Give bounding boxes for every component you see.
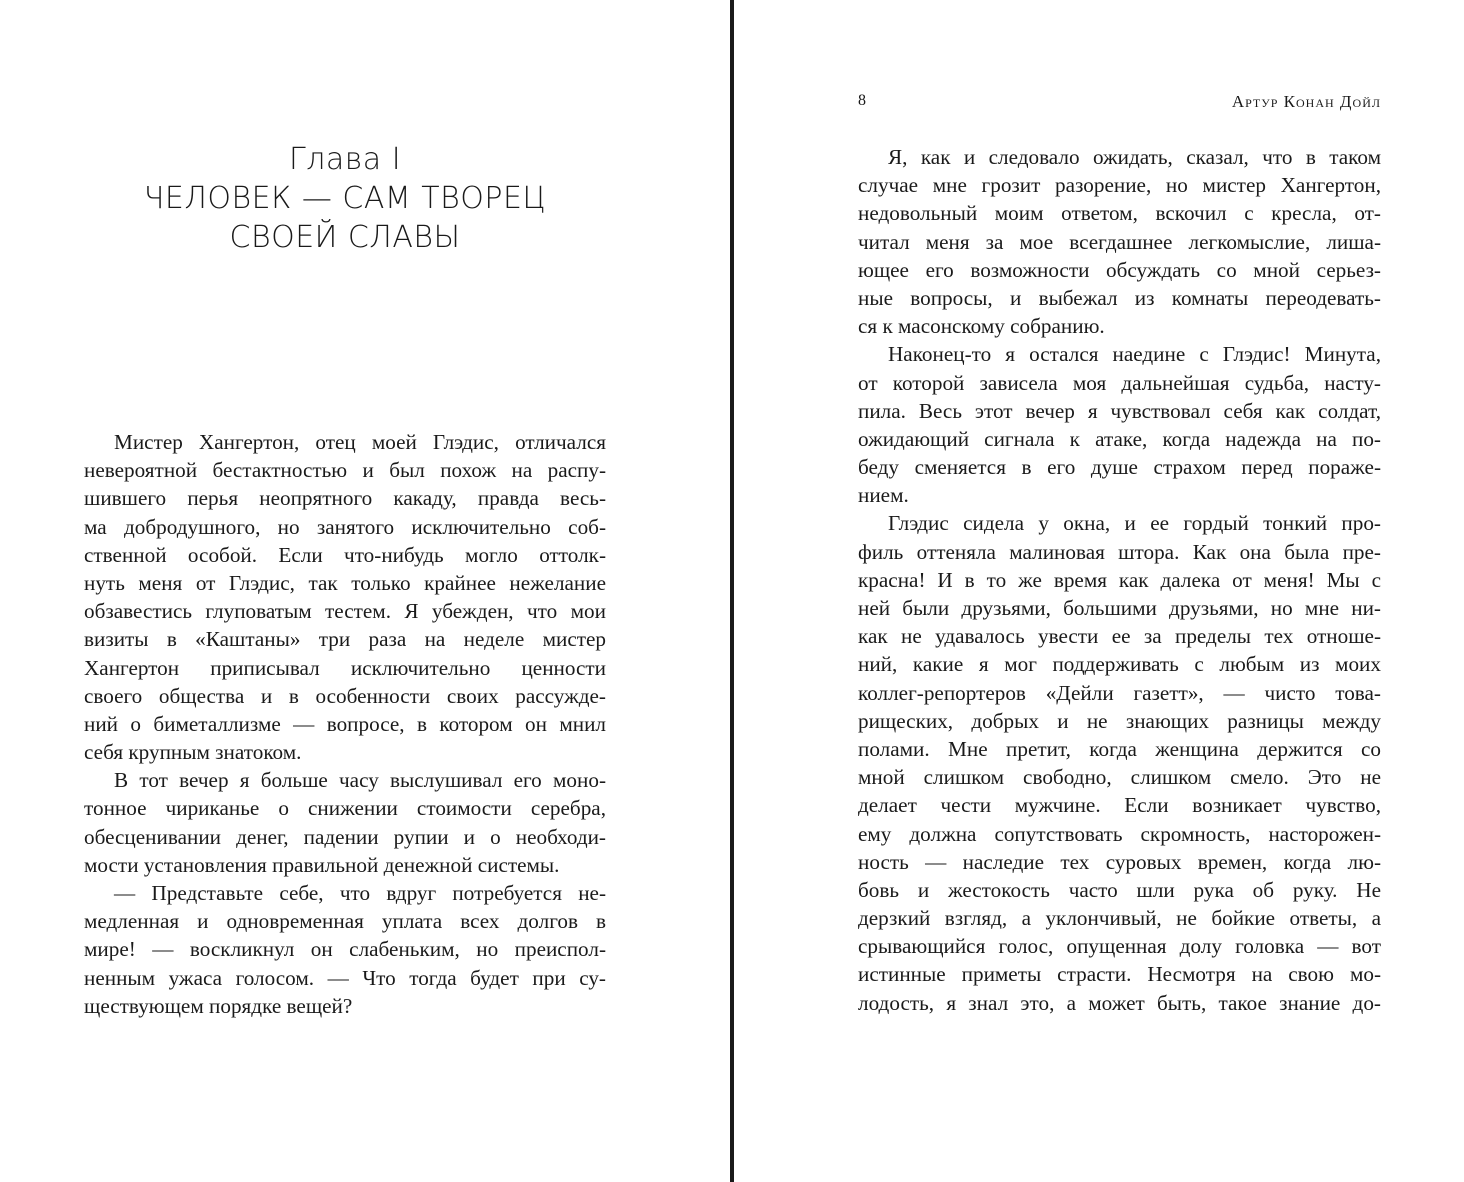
chapter-number: Глава I [288, 142, 402, 177]
text-line: ственной особой. Если что-нибудь могло оттолк- [84, 542, 606, 567]
text-line: себя крупным знатоком. [84, 740, 302, 765]
text-line: ний, какие я мог поддерживать с любым из моих [858, 652, 1381, 677]
text-line: ющее его возможности обсуждать со мной серьез- [858, 257, 1381, 282]
text-line: медленная и одновременная уплата всех долгов в [84, 909, 606, 934]
page-number: 8 [858, 92, 866, 109]
text-line: ся к масонскому собранию. [858, 314, 1105, 339]
text-line: ний о биметаллизме — вопросе, в котором он мнил [84, 711, 606, 736]
text-line: обесценивании денег, падении рупии и о необходи- [84, 824, 606, 849]
text-line: как не удавалось увести ее за пределы тех отноше- [858, 624, 1381, 649]
running-head [858, 92, 1381, 116]
text-line: рищеских, добрых и не знающих разницы между [858, 708, 1381, 733]
right-page [736, 0, 1464, 1182]
text-line: ожидающий сигнала к атаке, когда надежда на по- [858, 426, 1381, 451]
text-line: ма добродушного, но занятого исключительно соб- [84, 514, 606, 539]
text-line: нуть меня от Глэдис, так только крайнее нежелание [84, 570, 606, 595]
text-line: пила. Весь этот вечер я чувствовал себя как солдат, [858, 398, 1381, 423]
text-line: тонное чириканье о снижении стоимости серебра, [84, 796, 606, 821]
text-line: обзавестись глуповатым тестем. Я убежден, что мои [84, 599, 606, 624]
left-page [0, 0, 730, 1182]
chapter-title-line: СВОЕЙ СЛАВЫ [229, 220, 461, 255]
text-line: красна! И в то же время как далека от меня! Мы с [858, 567, 1381, 592]
text-line: коллег-репортеров «Дейли газетт», — чисто това- [858, 680, 1381, 705]
text-line: ему должна сопутствовать скромность, насторожен- [858, 821, 1381, 846]
text-line: беду сменяется в его душе страхом перед пораже- [858, 455, 1381, 480]
text-line: делает чести мужчине. Если возникает чувство, [858, 793, 1381, 818]
text-line: мире! — воскликнул он слабеньким, но преиспол- [84, 937, 606, 962]
text-line: В тот вечер я больше часу выслушивал его моно- [114, 768, 606, 793]
text-line: Я, как и следовало ожидать, сказал, что в таком [888, 145, 1381, 169]
text-line: своего общества и в особенности своих рассужде- [84, 683, 606, 708]
left-page-body [84, 428, 606, 1020]
text-line: Наконец-то я остался наедине с Глэдис! Минута, [888, 342, 1381, 367]
text-line: мной слишком свободно, слишком смело. Это не [858, 765, 1381, 790]
text-line: читал меня за мое всегдашнее легкомыслие, лиша- [858, 229, 1381, 254]
text-line: полами. Мне претит, когда женщина держится со [858, 736, 1381, 761]
text-line: невероятной бестактностью и был похож на распу- [84, 458, 606, 483]
text-line: Мистер Хангертон, отец моей Глэдис, отличался [114, 430, 606, 454]
book-spine-divider [730, 0, 734, 1182]
text-line: визиты в «Каштаны» три раза на неделе мистер [84, 627, 606, 652]
text-line: недовольный моим ответом, вскочил с кресла, от- [858, 201, 1381, 226]
text-line: ность — наследие тех суровых времен, когда лю- [858, 849, 1381, 874]
text-line: ные вопросы, и выбежал из комнаты переодевать- [858, 285, 1381, 310]
text-line: ществующем порядке вещей? [84, 993, 353, 1018]
text-line: от которой зависела моя дальнейшая судьба, насту- [858, 370, 1381, 395]
text-line: срывающийся голос, опущенная долу головка — вот [858, 934, 1381, 959]
text-line: мости установления правильной денежной системы. [84, 852, 560, 877]
right-page-body [858, 143, 1381, 1017]
chapter-heading [84, 140, 606, 257]
text-line: истинные приметы страсти. Несмотря на свою мо- [858, 962, 1381, 987]
text-line: ней были друзьями, большими друзьями, но мне ни- [858, 596, 1381, 620]
text-line: лодость, я знал это, а может быть, такое знание до- [858, 990, 1381, 1015]
running-head-author: Артур Конан Дойл [1231, 92, 1381, 111]
text-line: филь оттеняла малиновая штора. Как она была пре- [858, 539, 1381, 564]
text-line: Хангертон приписывал исключительно ценности [84, 655, 606, 680]
text-line: дерзкий взгляд, а уклончивый, не бойкие ответы, а [858, 906, 1381, 931]
text-line: — Представьте себе, что вдруг потребуется не- [114, 881, 606, 905]
text-line: ненным ужаса голосом. — Что тогда будет при су- [84, 965, 606, 990]
text-line: случае мне грозит разорение, но мистер Хангертон, [858, 173, 1381, 198]
text-line: шившего перья неопрятного какаду, правда весь- [84, 486, 606, 511]
text-line: нием. [858, 483, 909, 508]
chapter-title-line: ЧЕЛОВЕК — САМ ТВОРЕЦ [143, 181, 547, 216]
text-line: Глэдис сидела у окна, и ее гордый тонкий про- [888, 511, 1381, 536]
text-line: бовь и жестокость часто шли рука об руку. Не [858, 877, 1381, 902]
